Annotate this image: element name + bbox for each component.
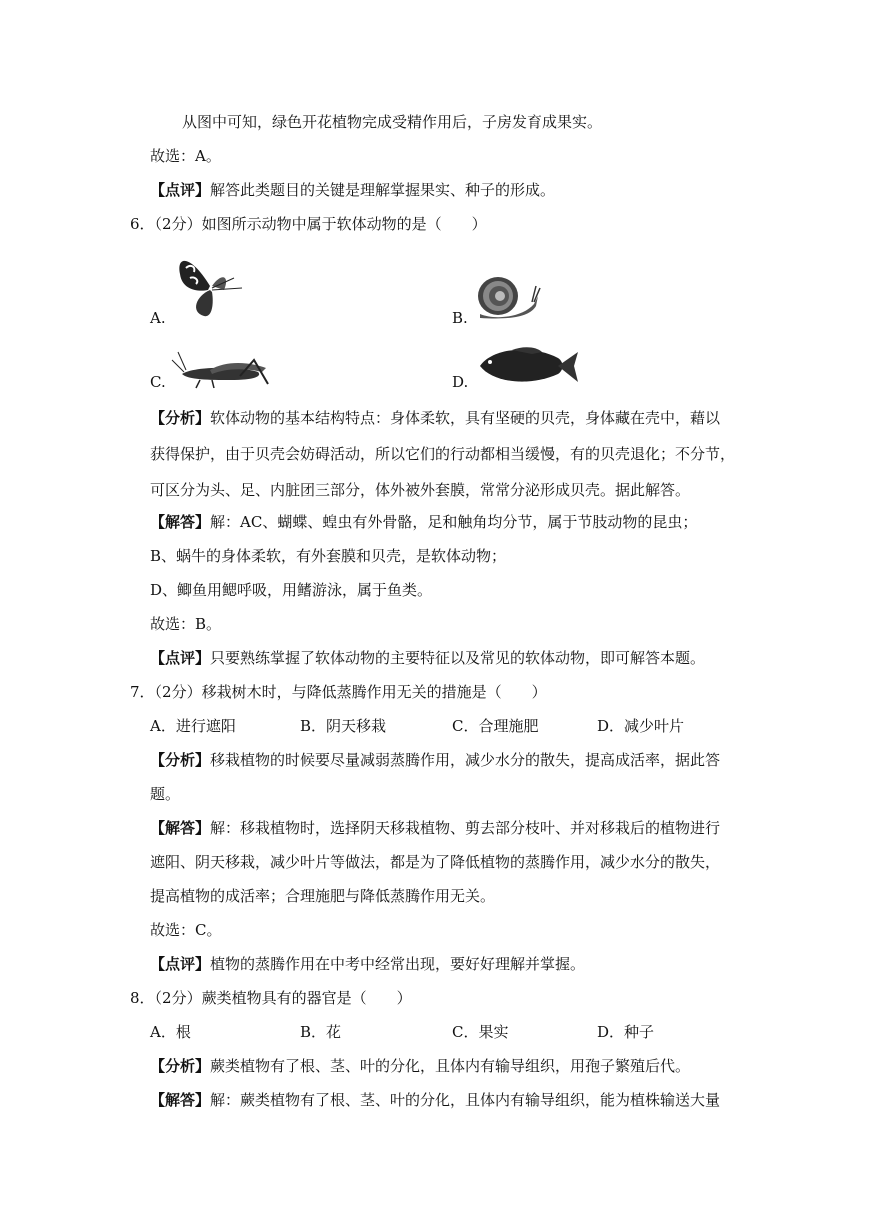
solution-tag: 【解答】 bbox=[150, 819, 211, 837]
analysis-tag: 【分析】 bbox=[150, 409, 211, 427]
q7-stem: 7．（2分）移栽树木时，与降低蒸腾作用无关的措施是（ ） bbox=[130, 683, 547, 701]
q8-option-a: A．根 bbox=[150, 1023, 191, 1041]
q6-answer: 故选：B。 bbox=[150, 615, 222, 633]
comment-text: 植物的蒸腾作用在中考中经常出现，要好好理解并掌握。 bbox=[210, 955, 586, 973]
q7-comment bbox=[150, 954, 585, 974]
q7-option-c: C．合理施肥 bbox=[452, 717, 539, 735]
q7-analysis-2: 题。 bbox=[150, 785, 181, 803]
q6-analysis-3: 可区分为头、足、内脏团三部分，体外被外套膜，常常分泌形成贝壳。据此解答。 bbox=[150, 481, 691, 499]
comment-tag: 【点评】 bbox=[150, 181, 211, 199]
analysis-text: 移栽植物的时候要尽量减弱蒸腾作用，减少水分的散失，提高成活率，据此答 bbox=[210, 751, 721, 769]
q8-analysis-1 bbox=[150, 1056, 690, 1076]
q6-option-d-label: D. bbox=[452, 373, 469, 391]
q6-analysis-1 bbox=[150, 408, 720, 428]
solution-tag: 【解答】 bbox=[150, 1091, 211, 1109]
q7-solution-1 bbox=[150, 818, 720, 838]
q7-option-d: D．减少叶片 bbox=[597, 717, 685, 735]
q7-solution-3: 提高植物的成活率；合理施肥与降低蒸腾作用无关。 bbox=[150, 887, 496, 905]
crucian-carp-icon bbox=[472, 344, 582, 388]
q8-solution-1 bbox=[150, 1090, 720, 1110]
analysis-tag: 【分析】 bbox=[150, 751, 211, 769]
q7-option-a: A．进行遮阳 bbox=[150, 717, 236, 735]
snail-icon bbox=[474, 274, 546, 322]
q8-stem: 8．（2分）蕨类植物具有的器官是（ ） bbox=[130, 989, 412, 1007]
solution-tag: 【解答】 bbox=[150, 513, 211, 531]
q6-solution-1 bbox=[150, 512, 697, 532]
analysis-tag: 【分析】 bbox=[150, 1057, 211, 1075]
intro-answer: 故选：A。 bbox=[150, 147, 221, 165]
q6-solution-3: D、鲫鱼用鳃呼吸，用鳍游泳，属于鱼类。 bbox=[150, 581, 433, 599]
q7-option-b: B．阴天移栽 bbox=[300, 717, 387, 735]
solution-text: 解：蕨类植物有了根、茎、叶的分化，且体内有输导组织，能为植株输送大量 bbox=[210, 1091, 721, 1109]
q6-option-a-label: A. bbox=[150, 309, 166, 327]
q8-option-c: C．果实 bbox=[452, 1023, 509, 1041]
comment-text: 只要熟练掌握了软体动物的主要特征以及常见的软体动物，即可解答本题。 bbox=[210, 649, 706, 667]
solution-text: 解：AC、蝴蝶、蝗虫有外骨骼，足和触角均分节，属于节肢动物的昆虫； bbox=[210, 513, 698, 531]
q6-stem: 6．（2分）如图所示动物中属于软体动物的是（ ） bbox=[130, 215, 487, 233]
grasshopper-icon bbox=[170, 350, 274, 390]
q6-option-b-label: B. bbox=[452, 309, 468, 327]
intro-line: 从图中可知，绿色开花植物完成受精作用后，子房发育成果实。 bbox=[182, 113, 603, 131]
q6-option-c-label: C. bbox=[150, 373, 166, 391]
q8-option-d: D．种子 bbox=[597, 1023, 655, 1041]
comment-tag: 【点评】 bbox=[150, 649, 211, 667]
q6-analysis-2: 获得保护，由于贝壳会妨碍活动，所以它们的行动都相当缓慢，有的贝壳退化；不分节， bbox=[150, 445, 736, 463]
q7-answer: 故选：C。 bbox=[150, 921, 222, 939]
analysis-text: 软体动物的基本结构特点：身体柔软，具有坚硬的贝壳，身体藏在壳中，藉以 bbox=[210, 409, 721, 427]
q6-comment bbox=[150, 648, 705, 668]
q8-option-b: B．花 bbox=[300, 1023, 342, 1041]
comment-text: 解答此类题目的关键是理解掌握果实、种子的形成。 bbox=[210, 181, 556, 199]
intro-comment bbox=[150, 180, 555, 200]
comment-tag: 【点评】 bbox=[150, 955, 211, 973]
solution-text: 解：移栽植物时，选择阴天移栽植物、剪去部分枝叶、并对移栽后的植物进行 bbox=[210, 819, 721, 837]
butterfly-icon bbox=[172, 246, 252, 322]
q6-solution-2: B、蜗牛的身体柔软，有外套膜和贝壳，是软体动物； bbox=[150, 547, 507, 565]
q7-solution-2: 遮阳、阴天移栽，减少叶片等做法，都是为了降低植物的蒸腾作用，减少水分的散失， bbox=[150, 853, 721, 871]
analysis-text: 蕨类植物有了根、茎、叶的分化，且体内有输导组织，用孢子繁殖后代。 bbox=[210, 1057, 691, 1075]
q7-analysis-1 bbox=[150, 750, 720, 770]
